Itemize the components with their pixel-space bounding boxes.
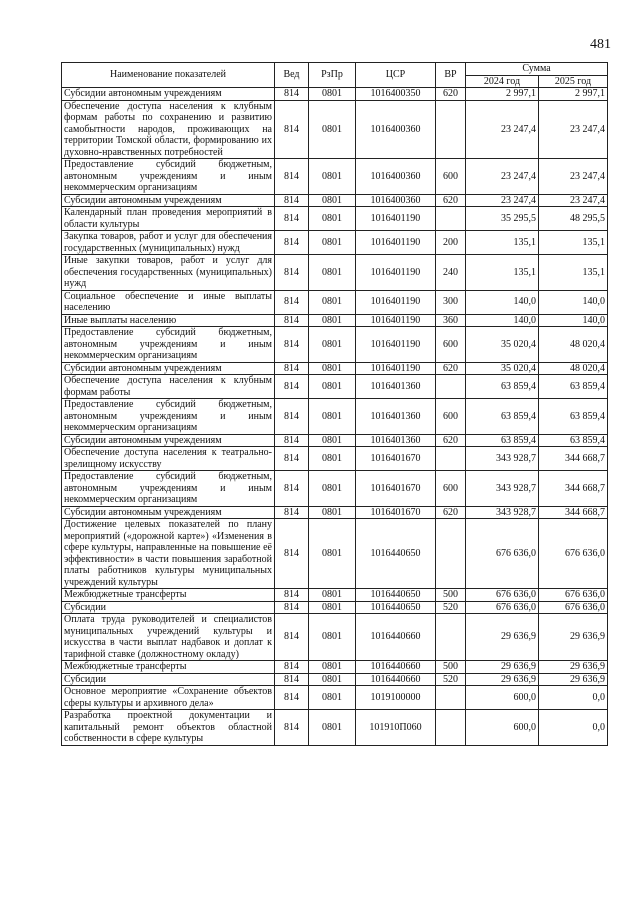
row-vr: 200 — [436, 231, 466, 255]
row-amount-2025: 135,1 — [539, 231, 608, 255]
row-rzpr: 0801 — [309, 159, 356, 195]
row-amount-2024: 29 636,9 — [466, 614, 539, 661]
table-row — [62, 375, 608, 399]
row-amount-2024: 23 247,4 — [466, 159, 539, 195]
table-row — [62, 519, 608, 589]
row-amount-2025: 29 636,9 — [539, 614, 608, 661]
row-name: Календарный план проведения мероприятий в области культуры — [62, 207, 275, 231]
row-vr — [436, 519, 466, 589]
row-vr: 600 — [436, 159, 466, 195]
row-ved: 814 — [275, 710, 309, 746]
table-row — [62, 327, 608, 363]
table-row — [62, 434, 608, 447]
row-csr: 1016401670 — [356, 471, 436, 507]
row-ved: 814 — [275, 314, 309, 327]
row-ved: 814 — [275, 686, 309, 710]
header-rzpr: РзПр — [309, 63, 356, 88]
row-vr: 500 — [436, 661, 466, 674]
row-csr: 1019100000 — [356, 686, 436, 710]
row-name: Предоставление субсидий бюджетным, автономным учреждениям и иным некоммерческим организациям — [62, 159, 275, 195]
table-row — [62, 100, 608, 159]
row-csr: 1016401360 — [356, 434, 436, 447]
row-amount-2024: 343 928,7 — [466, 506, 539, 519]
table-row — [62, 661, 608, 674]
row-rzpr: 0801 — [309, 519, 356, 589]
row-csr: 1016401670 — [356, 447, 436, 471]
row-vr: 520 — [436, 673, 466, 686]
row-amount-2024: 676 636,0 — [466, 601, 539, 614]
row-vr — [436, 686, 466, 710]
row-amount-2025: 344 668,7 — [539, 506, 608, 519]
row-name: Обеспечение доступа населения к клубным формам работы по сохранению и развитию самобытности народов, проживающих на территории Томской области, формированию их духовно-нравственных потребностей — [62, 100, 275, 159]
row-name: Субсидии — [62, 601, 275, 614]
row-name: Субсидии автономным учреждениям — [62, 88, 275, 101]
row-amount-2025: 23 247,4 — [539, 194, 608, 207]
row-rzpr: 0801 — [309, 362, 356, 375]
row-csr: 1016401190 — [356, 327, 436, 363]
row-amount-2024: 29 636,9 — [466, 673, 539, 686]
row-csr: 1016401670 — [356, 506, 436, 519]
row-amount-2025: 48 020,4 — [539, 327, 608, 363]
table-row — [62, 314, 608, 327]
row-ved: 814 — [275, 194, 309, 207]
row-vr: 620 — [436, 194, 466, 207]
row-rzpr: 0801 — [309, 399, 356, 435]
row-amount-2024: 600,0 — [466, 686, 539, 710]
row-name: Субсидии автономным учреждениям — [62, 434, 275, 447]
row-rzpr: 0801 — [309, 290, 356, 314]
table-row — [62, 471, 608, 507]
row-amount-2025: 0,0 — [539, 710, 608, 746]
row-vr — [436, 100, 466, 159]
row-ved: 814 — [275, 255, 309, 291]
row-vr: 300 — [436, 290, 466, 314]
row-name: Обеспечение доступа населения к театрально-зрелищному искусству — [62, 447, 275, 471]
row-amount-2025: 29 636,9 — [539, 673, 608, 686]
row-ved: 814 — [275, 362, 309, 375]
row-rzpr: 0801 — [309, 314, 356, 327]
row-amount-2024: 35 020,4 — [466, 362, 539, 375]
row-ved: 814 — [275, 100, 309, 159]
table-row — [62, 673, 608, 686]
row-name: Оплата труда руководителей и специалистов муниципальных учреждений культуры и искусства в части выплат надбавок и доплат к тарифной ставке (должностному окладу) — [62, 614, 275, 661]
row-ved: 814 — [275, 399, 309, 435]
row-csr: 1016440650 — [356, 601, 436, 614]
row-ved: 814 — [275, 434, 309, 447]
row-vr: 620 — [436, 362, 466, 375]
row-ved: 814 — [275, 375, 309, 399]
row-amount-2025: 48 020,4 — [539, 362, 608, 375]
table-row — [62, 399, 608, 435]
row-amount-2024: 676 636,0 — [466, 519, 539, 589]
row-amount-2024: 63 859,4 — [466, 399, 539, 435]
row-amount-2025: 63 859,4 — [539, 375, 608, 399]
row-vr: 600 — [436, 471, 466, 507]
table-row — [62, 686, 608, 710]
row-csr: 1016440650 — [356, 589, 436, 602]
row-ved: 814 — [275, 231, 309, 255]
row-vr: 600 — [436, 399, 466, 435]
header-vr: ВР — [436, 63, 466, 88]
row-rzpr: 0801 — [309, 471, 356, 507]
table-row — [62, 290, 608, 314]
header-2025: 2025 год — [539, 75, 608, 88]
row-ved: 814 — [275, 471, 309, 507]
row-amount-2024: 23 247,4 — [466, 100, 539, 159]
row-csr: 101910П060 — [356, 710, 436, 746]
row-rzpr: 0801 — [309, 231, 356, 255]
row-ved: 814 — [275, 673, 309, 686]
row-amount-2024: 23 247,4 — [466, 194, 539, 207]
row-name: Иные закупки товаров, работ и услуг для обеспечения государственных (муниципальных) нужд — [62, 255, 275, 291]
row-amount-2024: 63 859,4 — [466, 434, 539, 447]
row-rzpr: 0801 — [309, 447, 356, 471]
row-amount-2024: 676 636,0 — [466, 589, 539, 602]
table-row — [62, 614, 608, 661]
row-name: Предоставление субсидий бюджетным, автономным учреждениям и иным некоммерческим организациям — [62, 327, 275, 363]
row-vr — [436, 207, 466, 231]
row-vr: 620 — [436, 88, 466, 101]
row-ved: 814 — [275, 207, 309, 231]
row-ved: 814 — [275, 661, 309, 674]
row-amount-2025: 135,1 — [539, 255, 608, 291]
row-amount-2025: 676 636,0 — [539, 601, 608, 614]
row-csr: 1016401190 — [356, 255, 436, 291]
row-ved: 814 — [275, 506, 309, 519]
table-row — [62, 231, 608, 255]
row-amount-2025: 344 668,7 — [539, 471, 608, 507]
row-rzpr: 0801 — [309, 100, 356, 159]
row-amount-2025: 23 247,4 — [539, 159, 608, 195]
row-name: Субсидии автономным учреждениям — [62, 362, 275, 375]
row-ved: 814 — [275, 601, 309, 614]
table-row — [62, 194, 608, 207]
row-csr: 1016400360 — [356, 194, 436, 207]
row-amount-2025: 63 859,4 — [539, 434, 608, 447]
row-ved: 814 — [275, 159, 309, 195]
row-csr: 1016401190 — [356, 231, 436, 255]
table-row — [62, 207, 608, 231]
row-rzpr: 0801 — [309, 589, 356, 602]
row-vr — [436, 375, 466, 399]
row-csr: 1016440660 — [356, 673, 436, 686]
row-ved: 814 — [275, 290, 309, 314]
row-name: Закупка товаров, работ и услуг для обеспечения государственных (муниципальных) нужд — [62, 231, 275, 255]
row-vr — [436, 614, 466, 661]
row-amount-2024: 140,0 — [466, 314, 539, 327]
header-ved: Вед — [275, 63, 309, 88]
row-amount-2025: 676 636,0 — [539, 519, 608, 589]
row-amount-2024: 35 020,4 — [466, 327, 539, 363]
row-amount-2024: 29 636,9 — [466, 661, 539, 674]
row-amount-2025: 140,0 — [539, 314, 608, 327]
row-csr: 1016440660 — [356, 661, 436, 674]
row-csr: 1016400360 — [356, 159, 436, 195]
row-rzpr: 0801 — [309, 88, 356, 101]
row-amount-2024: 35 295,5 — [466, 207, 539, 231]
row-rzpr: 0801 — [309, 194, 356, 207]
header-name: Наименование показателей — [62, 63, 275, 88]
table-row — [62, 589, 608, 602]
header-2024: 2024 год — [466, 75, 539, 88]
row-csr: 1016401190 — [356, 362, 436, 375]
row-amount-2025: 2 997,1 — [539, 88, 608, 101]
row-csr: 1016401360 — [356, 399, 436, 435]
row-amount-2025: 344 668,7 — [539, 447, 608, 471]
row-amount-2024: 135,1 — [466, 231, 539, 255]
row-name: Предоставление субсидий бюджетным, автономным учреждениям и иным некоммерческим организациям — [62, 399, 275, 435]
table-row — [62, 362, 608, 375]
row-ved: 814 — [275, 589, 309, 602]
row-vr: 600 — [436, 327, 466, 363]
row-rzpr: 0801 — [309, 255, 356, 291]
row-amount-2024: 600,0 — [466, 710, 539, 746]
table-row — [62, 255, 608, 291]
row-csr: 1016401190 — [356, 207, 436, 231]
header-csr: ЦСР — [356, 63, 436, 88]
row-amount-2024: 343 928,7 — [466, 447, 539, 471]
row-name: Обеспечение доступа населения к клубным формам работы — [62, 375, 275, 399]
row-vr: 620 — [436, 434, 466, 447]
row-rzpr: 0801 — [309, 601, 356, 614]
row-amount-2025: 140,0 — [539, 290, 608, 314]
row-rzpr: 0801 — [309, 673, 356, 686]
row-ved: 814 — [275, 327, 309, 363]
row-name: Субсидии автономным учреждениям — [62, 194, 275, 207]
row-amount-2025: 48 295,5 — [539, 207, 608, 231]
row-csr: 1016401360 — [356, 375, 436, 399]
row-csr: 1016401190 — [356, 290, 436, 314]
row-ved: 814 — [275, 519, 309, 589]
row-rzpr: 0801 — [309, 710, 356, 746]
row-ved: 814 — [275, 614, 309, 661]
table-body — [62, 88, 608, 746]
row-name: Основное мероприятие «Сохранение объектов сферы культуры и архивного дела» — [62, 686, 275, 710]
row-amount-2025: 0,0 — [539, 686, 608, 710]
row-rzpr: 0801 — [309, 661, 356, 674]
row-rzpr: 0801 — [309, 686, 356, 710]
row-name: Разработка проектной документации и капитальный ремонт объектов областной собственности в сфере культуры — [62, 710, 275, 746]
row-amount-2025: 29 636,9 — [539, 661, 608, 674]
row-name: Иные выплаты населению — [62, 314, 275, 327]
row-vr — [436, 710, 466, 746]
row-csr: 1016400350 — [356, 88, 436, 101]
row-name: Межбюджетные трансферты — [62, 589, 275, 602]
row-name: Достижение целевых показателей по плану мероприятий («дорожной карте») «Изменения в сфере культуры, направленные на повышение её эффективности» в части повышения заработной платы работников культуры муниципальных учреждений культуры — [62, 519, 275, 589]
budget-table — [61, 62, 608, 746]
table-row — [62, 159, 608, 195]
row-csr: 1016400360 — [356, 100, 436, 159]
table-row — [62, 710, 608, 746]
row-name: Субсидии автономным учреждениям — [62, 506, 275, 519]
row-rzpr: 0801 — [309, 506, 356, 519]
row-vr: 240 — [436, 255, 466, 291]
row-amount-2024: 343 928,7 — [466, 471, 539, 507]
table-row — [62, 601, 608, 614]
row-ved: 814 — [275, 88, 309, 101]
row-rzpr: 0801 — [309, 207, 356, 231]
row-name: Субсидии — [62, 673, 275, 686]
table-row — [62, 447, 608, 471]
row-name: Межбюджетные трансферты — [62, 661, 275, 674]
row-rzpr: 0801 — [309, 327, 356, 363]
row-amount-2025: 676 636,0 — [539, 589, 608, 602]
row-name: Предоставление субсидий бюджетным, автономным учреждениям и иным некоммерческим организациям — [62, 471, 275, 507]
row-amount-2024: 63 859,4 — [466, 375, 539, 399]
row-ved: 814 — [275, 447, 309, 471]
row-vr: 620 — [436, 506, 466, 519]
row-rzpr: 0801 — [309, 375, 356, 399]
table-row — [62, 506, 608, 519]
row-csr: 1016401190 — [356, 314, 436, 327]
row-vr: 520 — [436, 601, 466, 614]
row-amount-2025: 63 859,4 — [539, 399, 608, 435]
row-csr: 1016440650 — [356, 519, 436, 589]
row-rzpr: 0801 — [309, 614, 356, 661]
row-amount-2024: 140,0 — [466, 290, 539, 314]
row-amount-2024: 135,1 — [466, 255, 539, 291]
row-vr — [436, 447, 466, 471]
row-amount-2024: 2 997,1 — [466, 88, 539, 101]
table-row — [62, 88, 608, 101]
row-amount-2025: 23 247,4 — [539, 100, 608, 159]
row-vr: 360 — [436, 314, 466, 327]
header-row — [62, 63, 608, 76]
row-csr: 1016440660 — [356, 614, 436, 661]
row-rzpr: 0801 — [309, 434, 356, 447]
row-name: Социальное обеспечение и иные выплаты населению — [62, 290, 275, 314]
row-vr: 500 — [436, 589, 466, 602]
page-number: 481 — [590, 37, 611, 52]
header-sum: Сумма — [466, 63, 608, 76]
